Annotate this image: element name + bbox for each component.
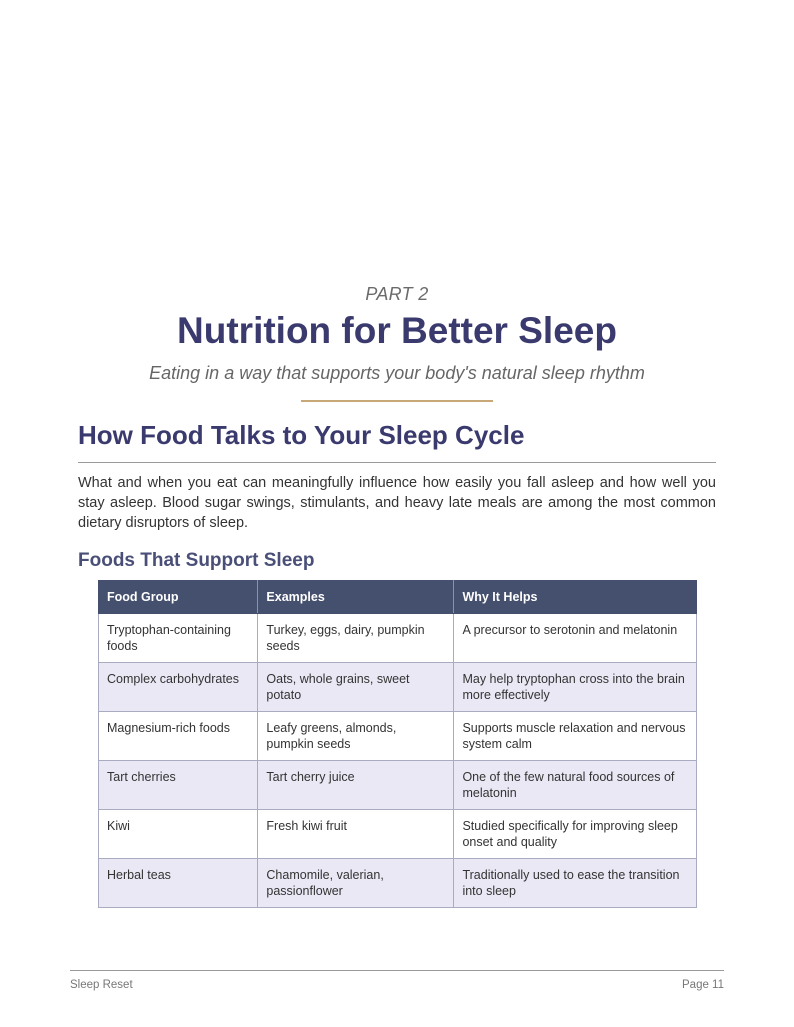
column-header-food-group: Food Group [99,581,258,614]
page-title: Nutrition for Better Sleep [177,310,617,351]
foods-table [98,580,697,908]
table-cell: Tryptophan-containing foods [99,614,258,663]
table-cell: Oats, whole grains, sweet potato [258,663,454,712]
part-label: PART 2 [365,284,429,304]
footer-divider [70,970,724,971]
title-divider [301,400,493,402]
table-header-row [99,581,697,614]
table-cell: Tart cherries [99,761,258,810]
table-cell: A precursor to serotonin and melatonin [454,614,697,663]
section-paragraph: What and when you eat can meaningfully influence how easily you fall asleep and how well you stay asleep. Blood sugar swings, stimulants, and heavy late meals are among the most common dietary disruptors of sleep. [78,475,716,531]
table-cell: Herbal teas [99,859,258,908]
section-divider [78,462,716,463]
table-cell: Magnesium-rich foods [99,712,258,761]
table-row [99,663,697,712]
column-header-why-it-helps: Why It Helps [454,581,697,614]
table-row [99,810,697,859]
column-header-examples: Examples [258,581,454,614]
table-cell: Turkey, eggs, dairy, pumpkin seeds [258,614,454,663]
foods-heading: Foods That Support Sleep [78,550,315,571]
section-heading: How Food Talks to Your Sleep Cycle [78,420,525,450]
table-cell: Leafy greens, almonds, pumpkin seeds [258,712,454,761]
table-cell: Kiwi [99,810,258,859]
table-cell: Studied specifically for improving sleep onset and quality [454,810,697,859]
table-cell: Traditionally used to ease the transition into sleep [454,859,697,908]
footer-page-number: Page 11 [682,979,724,991]
table-cell: One of the few natural food sources of melatonin [454,761,697,810]
table-row [99,614,697,663]
table-row [99,761,697,810]
footer-book-title: Sleep Reset [70,979,133,991]
table-cell: Tart cherry juice [258,761,454,810]
table-cell: Supports muscle relaxation and nervous system calm [454,712,697,761]
table-cell: Complex carbohydrates [99,663,258,712]
table-row [99,712,697,761]
table-cell: Chamomile, valerian, passionflower [258,859,454,908]
page-subtitle: Eating in a way that supports your body's natural sleep rhythm [149,363,645,383]
table-cell: May help tryptophan cross into the brain more effectively [454,663,697,712]
table-cell: Fresh kiwi fruit [258,810,454,859]
table-row [99,859,697,908]
